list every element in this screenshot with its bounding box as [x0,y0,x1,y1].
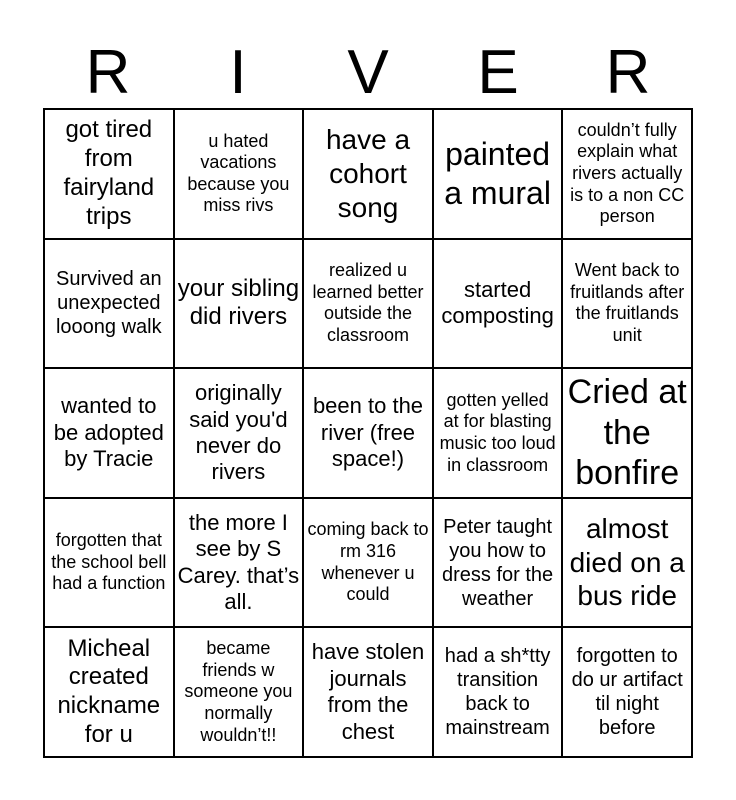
bingo-cell[interactable]: originally said you'd never do rivers [174,368,304,498]
title-letter-r2: R [605,38,651,107]
bingo-cell[interactable]: gotten yelled at for blasting music too loud in classroom [433,368,563,498]
bingo-title [43,38,693,108]
title-letter-e: E [477,38,519,107]
bingo-cell[interactable]: became friends w someone you normally wouldn’t!! [174,627,304,757]
bingo-cell[interactable]: realized u learned better outside the classroom [303,239,433,369]
bingo-cell[interactable]: have a cohort song [303,109,433,239]
bingo-cell[interactable]: forgotten that the school bell had a function [44,498,174,628]
bingo-cell[interactable]: couldn’t fully explain what rivers actually is to a non CC person [562,109,692,239]
title-letter-i: I [229,38,247,107]
bingo-cell[interactable]: u hated vacations because you miss rivs [174,109,304,239]
bingo-cell[interactable]: the more I see by S Carey. that’s all. [174,498,304,628]
bingo-cell[interactable]: forgotten to do ur artifact til night before [562,627,692,757]
bingo-cell[interactable]: painted a mural [433,109,563,239]
bingo-cell[interactable]: have stolen journals from the chest [303,627,433,757]
bingo-cell[interactable]: started composting [433,239,563,369]
bingo-cell[interactable]: Peter taught you how to dress for the weather [433,498,563,628]
title-letter-v: V [347,38,389,107]
bingo-cell[interactable]: your sibling did rivers [174,239,304,369]
bingo-cell[interactable]: almost died on a bus ride [562,498,692,628]
bingo-cell[interactable]: got tired from fairyland trips [44,109,174,239]
bingo-cell[interactable]: wanted to be adopted by Tracie [44,368,174,498]
bingo-cell[interactable]: Cried at the bonfire [562,368,692,498]
bingo-cell[interactable]: Survived an unexpected looong walk [44,239,174,369]
bingo-cell[interactable]: Micheal created nickname for u [44,627,174,757]
bingo-cell[interactable]: been to the river (free space!) [303,368,433,498]
bingo-board [43,108,693,758]
bingo-cell[interactable]: coming back to rm 316 whenever u could [303,498,433,628]
bingo-cell[interactable]: Went back to fruitlands after the fruitlands unit [562,239,692,369]
title-letter-r: R [85,38,131,107]
bingo-cell[interactable]: had a sh*tty transition back to mainstream [433,627,563,757]
